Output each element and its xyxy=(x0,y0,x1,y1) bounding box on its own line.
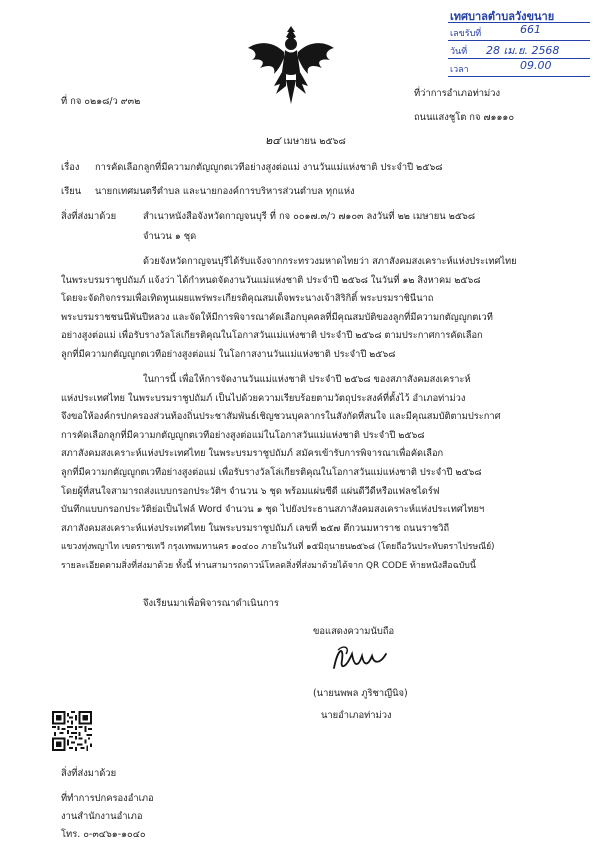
body-paragraph-2 xyxy=(61,371,501,576)
stamp-recv-label: เลขรับที่ xyxy=(450,29,482,39)
office-address-line1: ที่ว่าการอำเภอท่าม่วง xyxy=(414,88,501,99)
stamp-recv-no: 661 xyxy=(520,23,541,36)
addressee-text: นายกเทศมนตรีตำบล และนายกองค์การบริหารส่วนตำบล ทุกแห่ง xyxy=(95,186,355,197)
handwritten-signature xyxy=(330,642,390,676)
stamp-org: เทศบาลตำบลวังขนาย xyxy=(450,10,555,23)
paragraph-line: พระบรมราชชนนีพันปีหลวง และจัดให้มีการพิจารณาคัดเลือกบุคคลที่มีคุณสมบัติของลูกที่มีความกตัญญูกตเวที xyxy=(61,311,493,323)
stamp-date-label: วันที่ xyxy=(450,47,468,57)
paragraph-line: รายละเอียดตามสิ่งที่ส่งมาด้วย ทั้งนี้ ท่านสามารถดาวน์โหลดสิ่งที่ส่งมาด้วยได้จาก QR CODE ท้ายหนังสือฉบับนี้ xyxy=(61,560,476,571)
signatory-position: นายอำเภอท่าม่วง xyxy=(321,710,392,721)
ref-number: ที่ กจ ๐๒๑๘/ว ๙๓๒ xyxy=(61,96,141,107)
paragraph-line: ด้วยจังหวัดกาญจนบุรีได้รับแจ้งจากกระทรวงมหาดไทยว่า สภาสังคมสงเคราะห์แห่งประเทศไทย xyxy=(143,256,517,267)
paragraph-line: แขวงทุ่งพญาไท เขตราชเทวี กรุงเทพมหานคร ๑๐๔๐๐ ภายในวันที่ ๑๕มิถุนายน๒๕๖๘ (โดยถือวันประทับตราไปรษณีย์) xyxy=(61,542,495,553)
enclosure-text: สำเนาหนังสือจังหวัดกาญจนบุรี ที่ กจ ๐๐๑๗.๓/ว ๗๑๐๓ ลงวันที่ ๒๒ เมษายน ๒๕๖๘ xyxy=(143,211,476,222)
closing-line: จึงเรียนมาเพื่อพิจารณาดำเนินการ xyxy=(143,598,279,609)
paragraph-line: สภาสังคมสงเคราะห์แห่งประเทศไทย ในพระบรมราชูปถัมภ์ สมัครเข้ารับการพิจารณาเพื่อคัดเลือก xyxy=(61,448,444,460)
date-rest: เมษายน ๒๕๖๘ xyxy=(283,136,346,147)
office-address-line2: ถนนแสงชูโต กจ ๗๑๑๑๐ xyxy=(414,112,515,123)
paragraph-line: บันทึกแบบกรอกประวัติย่อเป็นไฟล์ Word จำนวน ๑ ชุด ไปยังประธานสภาสังคมสงเคราะห์แห่งประเทศไทยฯ xyxy=(61,504,485,516)
stamp-time-label: เวลา xyxy=(450,65,469,75)
paragraph-line: ในพระบรมราชูปถัมภ์ แจ้งว่า ได้กำหนดจัดงานวันแม่แห่งชาติ ประจำปี ๒๕๖๘ ในวันที่ ๑๒ สิงหาคม ๒๕๖๘ xyxy=(61,274,481,286)
enclosure-label: สิ่งที่ส่งมาด้วย xyxy=(61,211,117,222)
qr-code-icon xyxy=(52,711,92,751)
subject-label: เรื่อง xyxy=(61,162,80,173)
paragraph-line: การคัดเลือกลูกที่มีความกตัญญูกตเวทีอย่างสูงต่อแม่ในโอกาสวันแม่แห่งชาติ ประจำปี ๒๕๖๘ xyxy=(61,429,425,441)
document-date xyxy=(265,135,346,148)
paragraph-line: ลูกที่มีความกตัญญูกตเวทีอย่างสูงต่อแม่ ในโอกาสงานวันแม่แห่งชาติ ประจำปี ๒๕๖๘ xyxy=(61,348,396,360)
paragraph-line: สภาสังคมสงเคราะห์แห่งประเทศไทย ในพระบรมราชูปถัมภ์ เลขที่ ๒๕๗ ตึกวนมหาราช ถนนราชวิถี xyxy=(61,522,450,534)
paragraph-line: แห่งประเทศไทย ในพระบรมราชูปถัมภ์ เป็นไปด้วยความเรียบร้อยตามวัตถุประสงค์ที่ตั้งไว้ อำเภอท่าม่วง xyxy=(61,392,466,404)
paragraph-line: ในการนี้ เพื่อให้การจัดงานวันแม่แห่งชาติ ประจำปี ๒๕๖๘ ของสภาสังคมสงเคราะห์ xyxy=(143,374,471,385)
garuda-emblem-icon xyxy=(246,22,336,106)
signatory-name: (นายนพพล ภูริชาญีนิจ) xyxy=(313,688,408,699)
enclosure-count: จำนวน ๑ ชุด xyxy=(143,231,197,242)
paragraph-line: โดยจะจัดกิจกรรมเพื่อเทิดทูนเผยแพร่พระเกียรติคุณสมเด็จพระนางเจ้าสิริกิติ์ พระบรมราชินีนาถ xyxy=(61,293,434,305)
addressee-label: เรียน xyxy=(61,186,82,197)
stamp-time-value: 09.00 xyxy=(520,59,552,72)
footer-enclosure-label: สิ่งที่ส่งมาด้วย xyxy=(61,768,117,779)
footer-dept-2: งานสำนักงานอำเภอ xyxy=(61,811,143,822)
regards: ขอแสดงความนับถือ xyxy=(313,626,395,637)
paragraph-line: ลูกที่มีความกตัญญูกตเวทีอย่างสูงต่อแม่ เพื่อรับรางวัลโล่เกียรติคุณในโอกาสวันแม่แห่งชาติ ประจำปี ๒๕๖๘ xyxy=(61,466,482,478)
paragraph-line: จึงขอให้องค์กรปกครองส่วนท้องถิ่นประชาสัมพันธ์เชิญชวนบุคลากรในสังกัดที่สนใจ และมีคุณสมบัติตามประกาศ xyxy=(61,411,501,423)
footer-phone: โทร. ๐-๓๔๖๑-๑๐๔๐ xyxy=(61,829,146,840)
date-day: ๒๔ xyxy=(265,134,281,147)
subject-text: การคัดเลือกลูกที่มีความกตัญญูกตเวทีอย่างสูงต่อแม่ งานวันแม่แห่งชาติ ประจำปี ๒๕๖๘ xyxy=(95,162,443,173)
body-paragraph-1 xyxy=(61,253,517,365)
paragraph-line: อย่างสูงต่อแม่ เพื่อรับรางวัลโล่เกียรติคุณในโอกาสวันแม่แห่งชาติ ประจำปี ๒๕๖๘ ตามประกาศการคัดเลือก xyxy=(61,330,483,342)
paragraph-line: โดยผู้ที่สนใจสามารถส่งแบบกรอกประวัติฯ จำนวน ๖ ชุด พร้อมแผ่นซีดี แผ่นดีวีดีหรือแฟลชไดร์ฟ xyxy=(61,485,440,497)
stamp-date-value: 28 เม.ย. 2568 xyxy=(486,44,560,57)
footer-dept-1: ที่ทำการปกครองอำเภอ xyxy=(61,793,154,804)
